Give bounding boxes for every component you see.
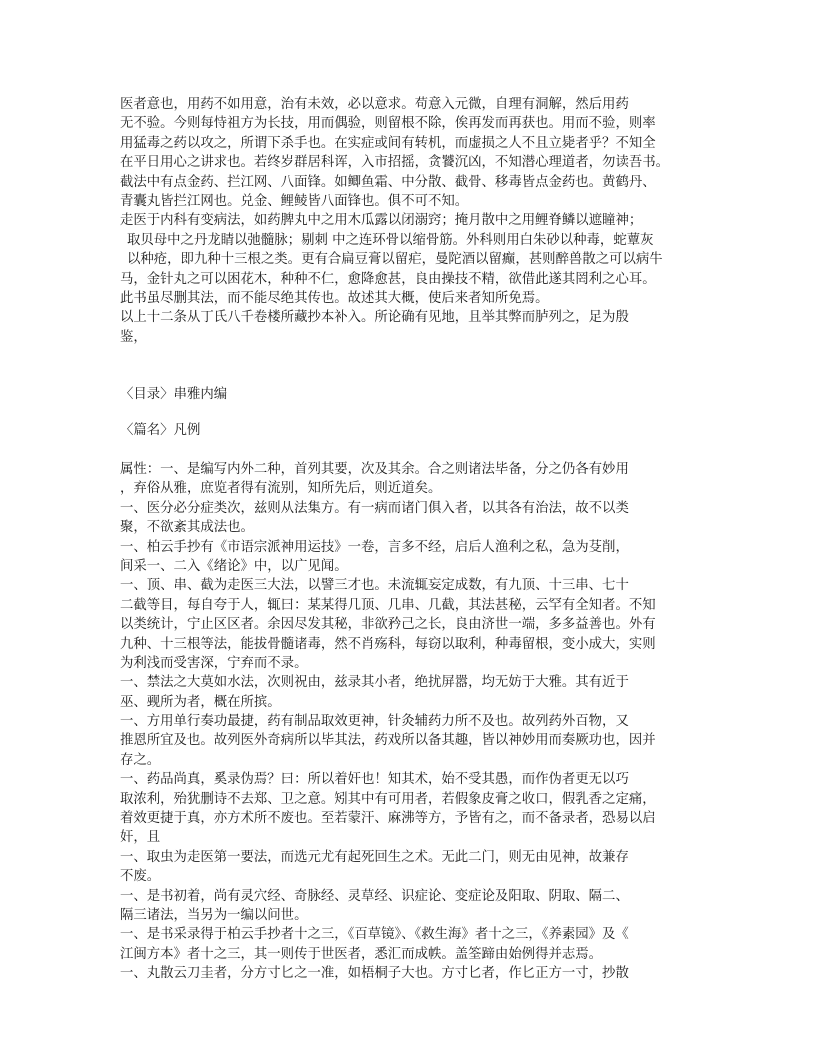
text-line: 截法中有点金药、拦江网、八面锋。如鲫鱼霜、中分散、截骨、移毒皆点金药也。黄鹤丹、: [120, 174, 656, 190]
text-line: 聚，不欲紊其成法也。: [120, 520, 254, 536]
text-line: 此书虽尽删其法，而不能尽绝其传也。故述其大概，使后来者知所免焉。: [120, 290, 549, 306]
text-line: 一、取虫为走医第一要法，而选元尤有起死回生之术。无此二门，则无由见神，故兼存: [120, 849, 629, 865]
text-line: 一、是书采录得于柏云手抄者十之三，《百草镜》、《救生海》者十之三，《养素园》及《: [120, 927, 629, 943]
section-heading: 〈篇名〉凡例: [120, 423, 201, 438]
catalog-heading: 〈目录〉串雅内编: [120, 387, 228, 402]
text-line: 奸，且: [120, 830, 161, 846]
text-line: 为利浅而受害深，宁弃而不录。: [120, 655, 308, 671]
text-line: 二截等目，每自夸于人，辄曰：某某得几顶、几串、几截，其法甚秘，云罕有全知者。不知: [120, 597, 656, 613]
text-line: 九种、十三根等法，能拔骨髓诸毒，然不肖殇科，每窃以取利，种毒留根，变小成大，实则: [120, 636, 656, 652]
text-line: 江闽方本》者十之三，其一则传于世医者，悉汇而成帙。盖筌蹄由始例得并志焉。: [120, 946, 603, 962]
text-line: 一、医分必分症类次，兹则从法集方。有一病而诸门俱入者，以其各有治法，故不以类: [120, 500, 629, 516]
text-line: 推恩所宜及也。故列医外奇病所以毕其法，药戏所以备其趣，皆以神妙用而奏厥功也，因并: [120, 733, 656, 749]
text-line: 不废。: [120, 869, 161, 885]
text-line: 一、顶、串、截为走医三大法，以譬三才也。未流辄妄定成数，有九顶、十三串、七十: [120, 578, 629, 594]
text-line: 以类统计，宁止区区者。余因尽发其秘，非欲矜己之长，良由济世一端，多多益善也。外有: [120, 617, 656, 633]
text-line: 以种疮，即九种十三根之类。更有合扁豆膏以留疟，曼陀酒以留癫，甚则醉兽散之可以病牛: [127, 252, 663, 268]
text-line: 无不验。今则每恃祖方为长技，用而偶验，则留根不除，俟再发而再获也。用而不验，则率: [120, 116, 656, 132]
intro-section: [120, 95, 700, 347]
text-line: 取贝母中之丹龙睛以弛髓脉；剔刺 中之连环骨以缩骨筋。外科则用白朱砂以种毒，蛇蕈灰: [127, 232, 654, 248]
text-line: 巫、觋所为者，概在所摈。: [120, 694, 281, 710]
body-section: [120, 460, 700, 984]
text-line: 隔三诸法，当另为一编以问世。: [120, 907, 308, 923]
text-line: 青囊丸皆拦江网也。兑金、鲤鲮皆八面锋也。俱不可不知。: [120, 193, 469, 209]
text-line: 鉴，: [120, 329, 147, 345]
text-line: 取浓利，殆犹删诗不去郑、卫之意。矧其中有可用者，若假象皮膏之收口，假乳香之定痛，: [120, 791, 656, 807]
text-line: 属性：一、是编写内外二种，首列其要，次及其余。合之则诸法毕备，分之仍各有妙用: [120, 462, 629, 477]
text-line: 存之。: [120, 752, 161, 768]
text-line: 医者意也，用药不如用意，治有未效，必以意求。苟意入元微，自理有洞解，然后用药: [120, 97, 629, 112]
text-line: ，弃俗从雅，庶览者得有流别，知所先后，则近道矣。: [120, 481, 442, 497]
text-line: 一、是书初着，尚有灵穴经、奇脉经、灵草经、识症论、变症论及阳取、阴取、隔二、: [120, 888, 629, 904]
text-line: 一、禁法之大莫如水法，次则祝由，兹录其小者，绝扰屏嚣，均无妨于大雅。其有近于: [120, 675, 629, 691]
text-line: 着效更捷于真，亦方术所不废也。至若蒙汗、麻沸等方，予皆有之，而不备录者，恐易以启: [120, 811, 656, 827]
text-line: 一、药品尚真，奚录伪焉？曰：所以着奸也！知其术，始不受其愚，而作伪者更无以巧: [120, 772, 629, 788]
text-line: 间采一、二入《绪论》中，以广见闻。: [120, 558, 348, 574]
text-line: 在平日用心之讲求也。若终岁群居科诨，入市招摇，贪饕沉凶，不知潜心理道者，勿读吾书。: [120, 155, 670, 171]
text-line: 一、方用单行奏功最捷，药有制品取效更神，针灸辅药力所不及也。故列药外百物，又: [120, 714, 629, 730]
text-line: 走医于内科有变病法，如药脾丸中之用木瓜露以闭溺窍；掩月散中之用鲤脊鳞以遮瞳神；: [120, 213, 643, 229]
text-line: 以上十二条从丁氏八千卷楼所藏抄本补入。所论确有见地，且举其弊而胪列之，足为殷: [120, 310, 629, 326]
text-line: 一、丸散云刀圭者，分方寸匕之一准，如梧桐子大也。方寸匕者，作匕正方一寸，抄散: [120, 966, 629, 982]
text-line: 用猛毒之药以攻之，所谓下杀手也。在实症或间有转机，而虚损之人不且立毙者乎？不知全: [120, 135, 656, 151]
text-line: 马，金针丸之可以困花木，种种不仁，愈降愈甚，良由操技不精，欲借此遂其罔利之心耳。: [120, 271, 656, 287]
text-line: 一、柏云手抄有《市语宗派神用运技》一卷，言多不经，启后人渔利之私，急为芟削，: [120, 539, 629, 555]
